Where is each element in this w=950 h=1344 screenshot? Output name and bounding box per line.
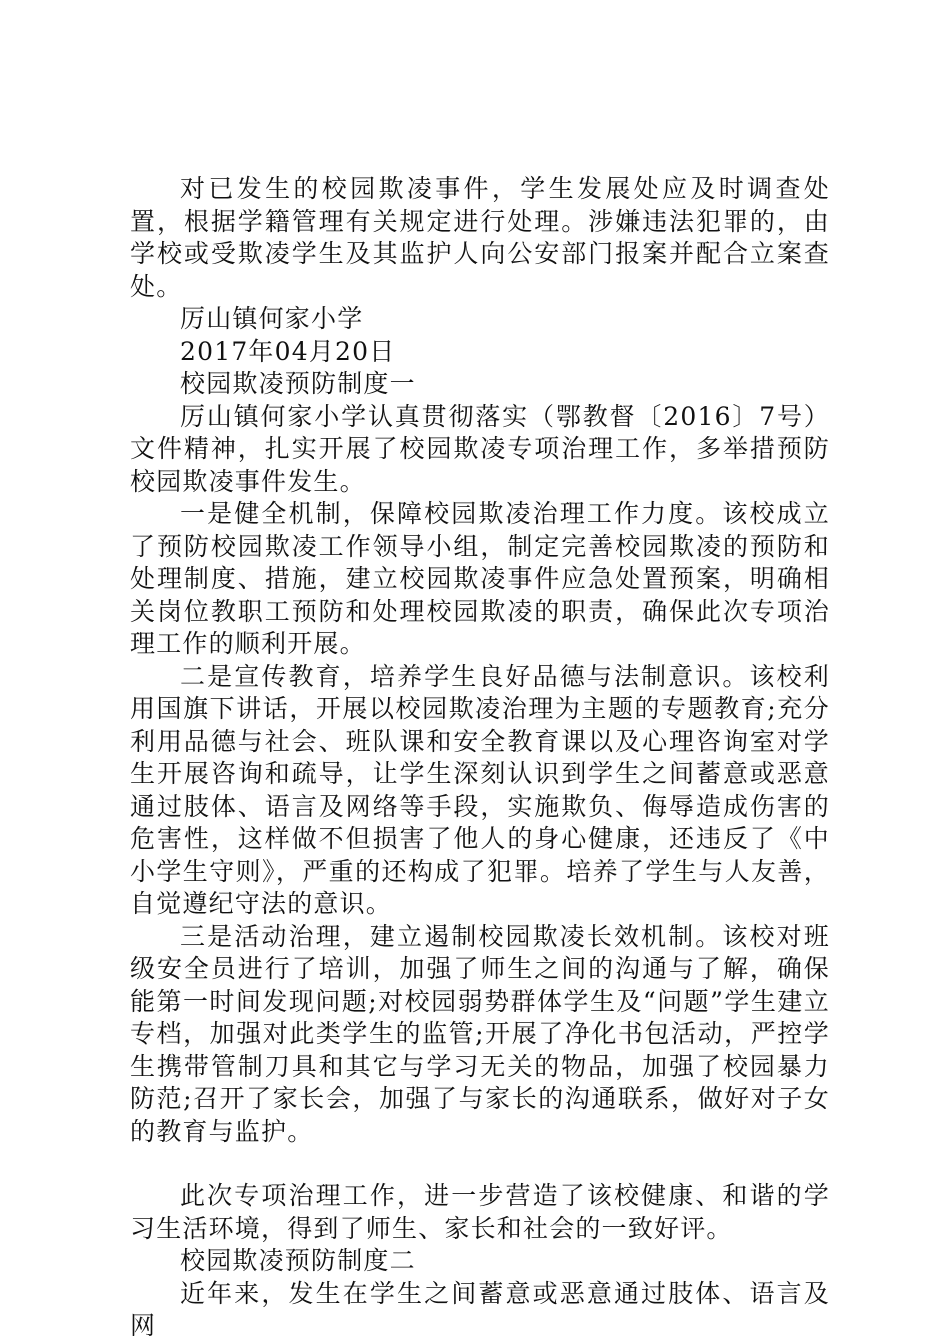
- paragraph-activity: 三是活动治理，建立遏制校园欺凌长效机制。该校对班级安全员进行了培训，加强了师生之间的沟通与了解，确保能第一时间发现问题;对校园弱势群体学生及“问题”学生建立专档，加强对此类学生的监管;开展了净化书包活动，严控学生携带管制刀具和其它与学习无关的物品，加强了校园暴力防范;召开了家长会，加强了与家长的沟通联系，做好对子女的教育与监护。: [130, 921, 830, 1146]
- paragraph-mechanism: 一是健全机制，保障校园欺凌治理工作力度。该校成立了预防校园欺凌工作领导小组，制定完善校园欺凌的预防和处理制度、措施，建立校园欺凌事件应急处置预案，明确相关岗位教职工预防和处理校园欺凌的职责，确保此次专项治理工作的顺利开展。: [130, 499, 830, 658]
- paragraph-recent-years: 近年来，发生在学生之间蓄意或恶意通过肢体、语言及网: [130, 1278, 830, 1340]
- signature-date: 2017年04月20日: [180, 336, 396, 366]
- paragraph-intro: 厉山镇何家小学认真贯彻落实（鄂教督〔2016〕7号）文件精神，扎实开展了校园欺凌专项治理工作，多举措预防校园欺凌事件发生。: [130, 401, 830, 496]
- paragraph-spacer: [130, 1148, 830, 1180]
- signature-organization: 厉山镇何家小学: [180, 304, 364, 333]
- paragraph-incident-handling: 对已发生的校园欺凌事件，学生发展处应及时调查处置，根据学籍管理有关规定进行处理。涉嫌违法犯罪的，由学校或受欺凌学生及其监护人向公安部门报案并配合立案查处。: [130, 174, 830, 301]
- section-heading-two: 校园欺凌预防制度二: [180, 1246, 416, 1275]
- paragraph-summary: 此次专项治理工作，进一步营造了该校健康、和谐的学习生活环境，得到了师生、家长和社会的一致好评。: [130, 1181, 830, 1243]
- paragraph-education: 二是宣传教育，培养学生良好品德与法制意识。该校利用国旗下讲话，开展以校园欺凌治理为主题的专题教育;充分利用品德与社会、班队课和安全教育课以及心理咨询室对学生开展咨询和疏导，让学生深刻认识到学生之间蓄意或恶意通过肢体、语言及网络等手段，实施欺负、侮辱造成伤害的危害性，这样做不但损害了他人的身心健康，还违反了《中小学生守则》，严重的还构成了犯罪。培养了学生与人友善，自觉遵纪守法的意识。: [130, 661, 830, 918]
- document-body: [130, 173, 830, 1343]
- section-heading-one: 校园欺凌预防制度一: [180, 369, 416, 398]
